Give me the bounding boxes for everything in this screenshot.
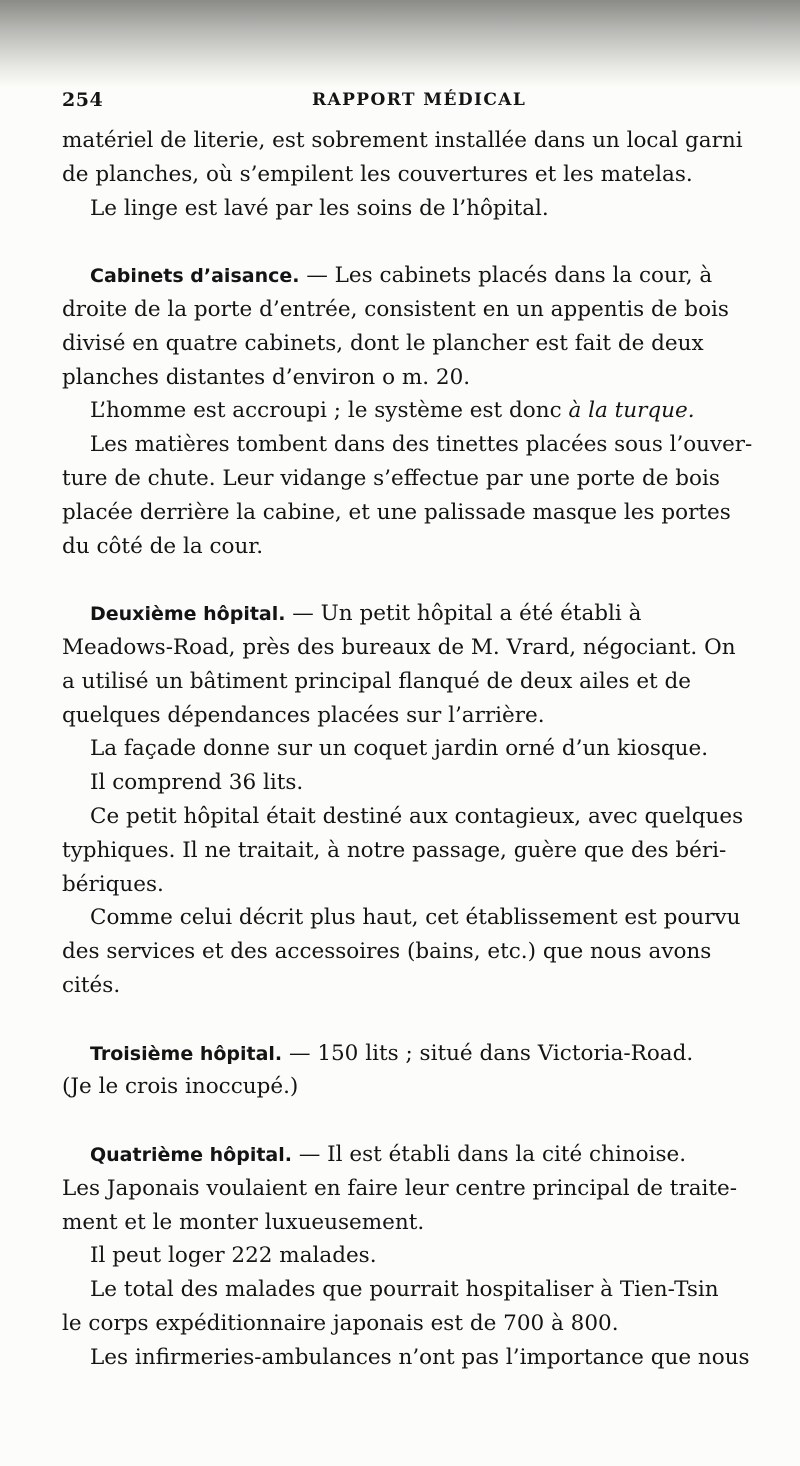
section-heading: Quatrième hôpital.	[90, 1143, 292, 1166]
text-line: des services et des accessoires (bains, etc.) que nous avons	[62, 939, 712, 965]
scan-shadow	[0, 0, 800, 88]
text-line: Comme celui décrit plus haut, cet établissement est pourvu	[90, 905, 741, 931]
text-line: Les Japonais voulaient en faire leur centre principal de traite-	[62, 1175, 738, 1201]
text-line: cités.	[62, 972, 121, 998]
text-line: Les matières tombent dans des tinettes placées sous l’ouver-	[89, 432, 753, 458]
text-line: La façade donne sur un coquet jardin orné d’un kiosque.	[90, 736, 709, 762]
text-line: planches distantes d’environ o m. 20.	[62, 364, 471, 390]
text-line: de planches, où s’empilent les couvertures et les matelas.	[62, 161, 693, 187]
text-line: ture de chute. Leur vidange s’effectue par une porte de bois	[62, 465, 720, 491]
text-line: placée derrière la cabine, et une palissade masque les portes	[62, 499, 731, 525]
text-line: Ce petit hôpital était destiné aux contagieux, avec quelques	[90, 803, 744, 829]
text-line: du côté de la cour.	[62, 533, 264, 559]
section-cabinets	[62, 259, 752, 293]
text-line: divisé en quatre cabinets, dont le plancher est fait de deux	[62, 330, 704, 356]
text-line	[62, 394, 752, 428]
text-line: Le total des malades que pourrait hospitaliser à Tien-Tsin	[90, 1277, 719, 1303]
body-text	[62, 124, 752, 1374]
text-line: bériques.	[62, 871, 164, 897]
section-heading-rest: — 150 lits ; situé dans Victoria-Road.	[282, 1040, 694, 1066]
text-line: a utilisé un bâtiment principal flanqué de deux ailes et de	[62, 668, 692, 694]
section-heading: Troisième hôpital.	[90, 1042, 283, 1065]
section-heading-rest: — Il est établi dans la cité chinoise.	[291, 1141, 687, 1167]
running-title: RAPPORT MÉDICAL	[312, 90, 527, 110]
page-header	[62, 89, 752, 115]
text-line: Il peut loger 222 malades.	[90, 1243, 377, 1269]
italic-segment: à la turque.	[568, 398, 695, 424]
section-heading-rest: — Les cabinets placés dans la cour, à	[299, 263, 713, 289]
section-heading: Cabinets d’aisance.	[90, 265, 300, 288]
section-heading-rest: — Un petit hôpital a été établi à	[285, 601, 642, 627]
section-deuxieme-hopital	[62, 597, 752, 631]
text-line: ment et le monter luxueusement.	[62, 1209, 425, 1235]
text-line: matériel de literie, est sobrement installée dans un local garni	[62, 128, 743, 153]
text-line: (Je le crois inoccupé.)	[62, 1074, 299, 1100]
text-segment: L’homme est accroupi ; le système est donc	[90, 398, 569, 424]
text-line: droite de la porte d’entrée, consistent en un appentis de bois	[62, 296, 729, 322]
page-number: 254	[62, 89, 104, 111]
text-line: Les infirmeries-ambulances n’ont pas l’importance que nous	[90, 1344, 750, 1370]
section-quatrieme-hopital	[62, 1138, 752, 1172]
section-heading: Deuxième hôpital.	[90, 603, 286, 626]
text-line: typhiques. Il ne traitait, à notre passage, guère que des béri-	[62, 837, 727, 863]
text-line: Meadows-Road, près des bureaux de M. Vrard, négociant. On	[62, 634, 736, 660]
text-line: quelques dépendances placées sur l’arrière.	[62, 702, 545, 728]
text-line: Il comprend 36 lits.	[90, 770, 304, 796]
text-line: le corps expéditionnaire japonais est de 700 à 800.	[62, 1310, 619, 1336]
text-line: Le linge est lavé par les soins de l’hôpital.	[90, 195, 549, 221]
section-troisieme-hopital	[62, 1037, 752, 1071]
